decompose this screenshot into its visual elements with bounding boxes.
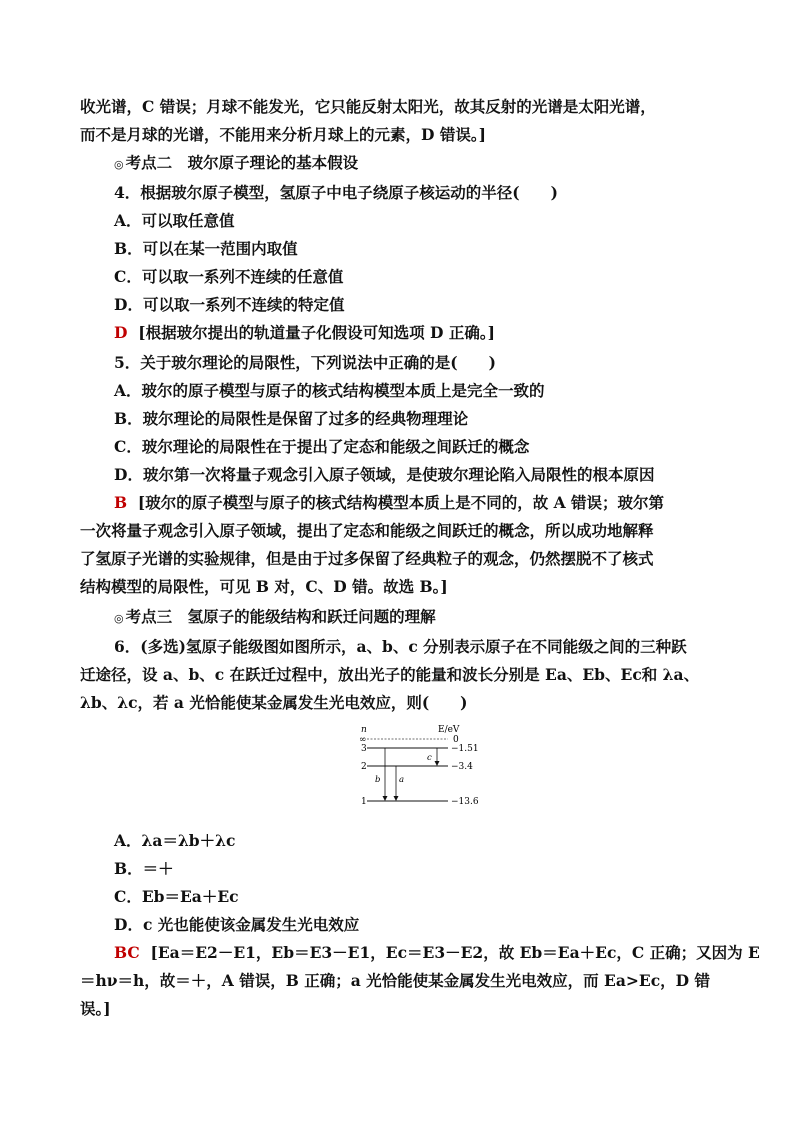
diagram-e-label: E/eV — [438, 725, 460, 735]
q6-option-a: A．λa＝λb＋λc — [114, 831, 236, 850]
energy-level-diagram — [355, 722, 485, 812]
q6-answer: BC — [114, 943, 140, 962]
q4-option-c: C．可以取一系列不连续的任意值 — [114, 267, 344, 286]
q5-explanation-4: 结构模型的局限性，可见 B 对，C、D 错。故选 B。] — [80, 577, 448, 596]
section-2-title: 考点二 玻尔原子理论的基本假设 — [125, 153, 359, 172]
q5-option-a: A．玻尔的原子模型与原子的核式结构模型本质上是完全一致的 — [114, 381, 545, 400]
transition-b-arrowhead — [383, 796, 388, 801]
q4-answer: D — [114, 323, 128, 342]
q4-option-b: B．可以在某一范围内取值 — [114, 239, 298, 258]
section-2-heading — [114, 152, 358, 176]
q6-option-c: C．Eb＝Ea＋Ec — [114, 887, 239, 906]
q5-explanation-1: [玻尔的原子模型与原子的核式结构模型本质上是不同的，故 A 错误；玻尔第 — [137, 493, 665, 512]
q5-stem: 5．关于玻尔理论的局限性，下列说法中正确的是( ) — [114, 353, 496, 372]
section-bullet-icon: ◎ — [114, 158, 124, 171]
q4-option-a: A．可以取任意值 — [114, 211, 235, 230]
q5-option-b: B．玻尔理论的局限性是保留了过多的经典物理理论 — [114, 409, 469, 428]
transition-c-label: c — [427, 753, 432, 763]
diagram-n-label: n — [361, 725, 367, 735]
level-inf-n: ∞ — [359, 735, 367, 745]
q6-answer-line — [114, 942, 760, 964]
q5-option-d: D．玻尔第一次将量子观念引入原子领域，是使玻尔理论陷入局限性的根本原因 — [114, 465, 655, 484]
q5-option-c: C．玻尔理论的局限性在于提出了定态和能级之间跃迁的概念 — [114, 437, 530, 456]
q6-stem-3: λb、λc，若 a 光恰能使某金属发生光电效应，则( ) — [80, 693, 468, 712]
q6-explanation-2: ＝hν＝h，故＝＋，A 错误，B 正确；a 光恰能使某金属发生光电效应，而 Ea>Ec，D 错 — [80, 971, 710, 990]
q4-stem: 4．根据玻尔原子模型，氢原子中电子绕原子核运动的半径( ) — [114, 183, 558, 202]
transition-a-label: a — [399, 775, 405, 785]
level-inf-energy: 0 — [453, 735, 459, 745]
q6-stem-1: 6．(多选)氢原子能级图如图所示，a、b、c 分别表示原子在不同能级之间的三种跃 — [114, 637, 687, 656]
level-1-n: 1 — [361, 797, 367, 807]
q6-stem-2: 迁途径，设 a、b、c 在跃迁过程中，放出光子的能量和波长分别是 Ea、Eb、Ec和 λa、 — [80, 665, 700, 684]
q5-answer-line — [114, 492, 664, 514]
level-1-energy: −13.6 — [451, 797, 479, 807]
intro-line-1: 收光谱，C 错误；月球不能发光，它只能反射太阳光，故其反射的光谱是太阳光谱， — [80, 97, 656, 116]
level-3-n: 3 — [361, 744, 367, 754]
q6-option-d: D．c 光也能使该金属发生光电效应 — [114, 915, 360, 934]
section-bullet-icon: ◎ — [114, 612, 124, 625]
transition-a-arrowhead — [394, 796, 399, 801]
q5-answer: B — [114, 493, 128, 512]
q6-explanation-3: 误。] — [80, 999, 111, 1018]
q4-explanation: [根据玻尔提出的轨道量子化假设可知选项 D 正确。] — [138, 323, 495, 342]
transition-b-label: b — [375, 775, 381, 785]
q6-explanation-1: [Ea＝E2－E1，Eb＝E3－E1，Ec＝E3－E2，故 Eb＝Ea＋Ec，C 正确；又因为 E — [150, 943, 760, 962]
transition-c-arrowhead — [435, 761, 440, 766]
section-3-title: 考点三 氢原子的能级结构和跃迁问题的理解 — [125, 607, 436, 626]
level-2-n: 2 — [361, 762, 367, 772]
intro-line-2: 而不是月球的光谱，不能用来分析月球上的元素，D 错误。] — [80, 125, 486, 144]
q4-answer-line — [114, 322, 495, 344]
section-3-heading — [114, 606, 436, 630]
q5-explanation-3: 了氢原子光谱的实验规律，但是由于过多保留了经典粒子的观念，仍然摆脱不了核式 — [80, 549, 654, 568]
q6-option-b: B．＝＋ — [114, 859, 174, 878]
level-2-energy: −3.4 — [451, 762, 473, 772]
q4-option-d: D．可以取一系列不连续的特定值 — [114, 295, 345, 314]
level-3-energy: −1.51 — [451, 744, 479, 754]
q5-explanation-2: 一次将量子观念引入原子领域，提出了定态和能级之间跃迁的概念，所以成功地解释 — [80, 521, 654, 540]
